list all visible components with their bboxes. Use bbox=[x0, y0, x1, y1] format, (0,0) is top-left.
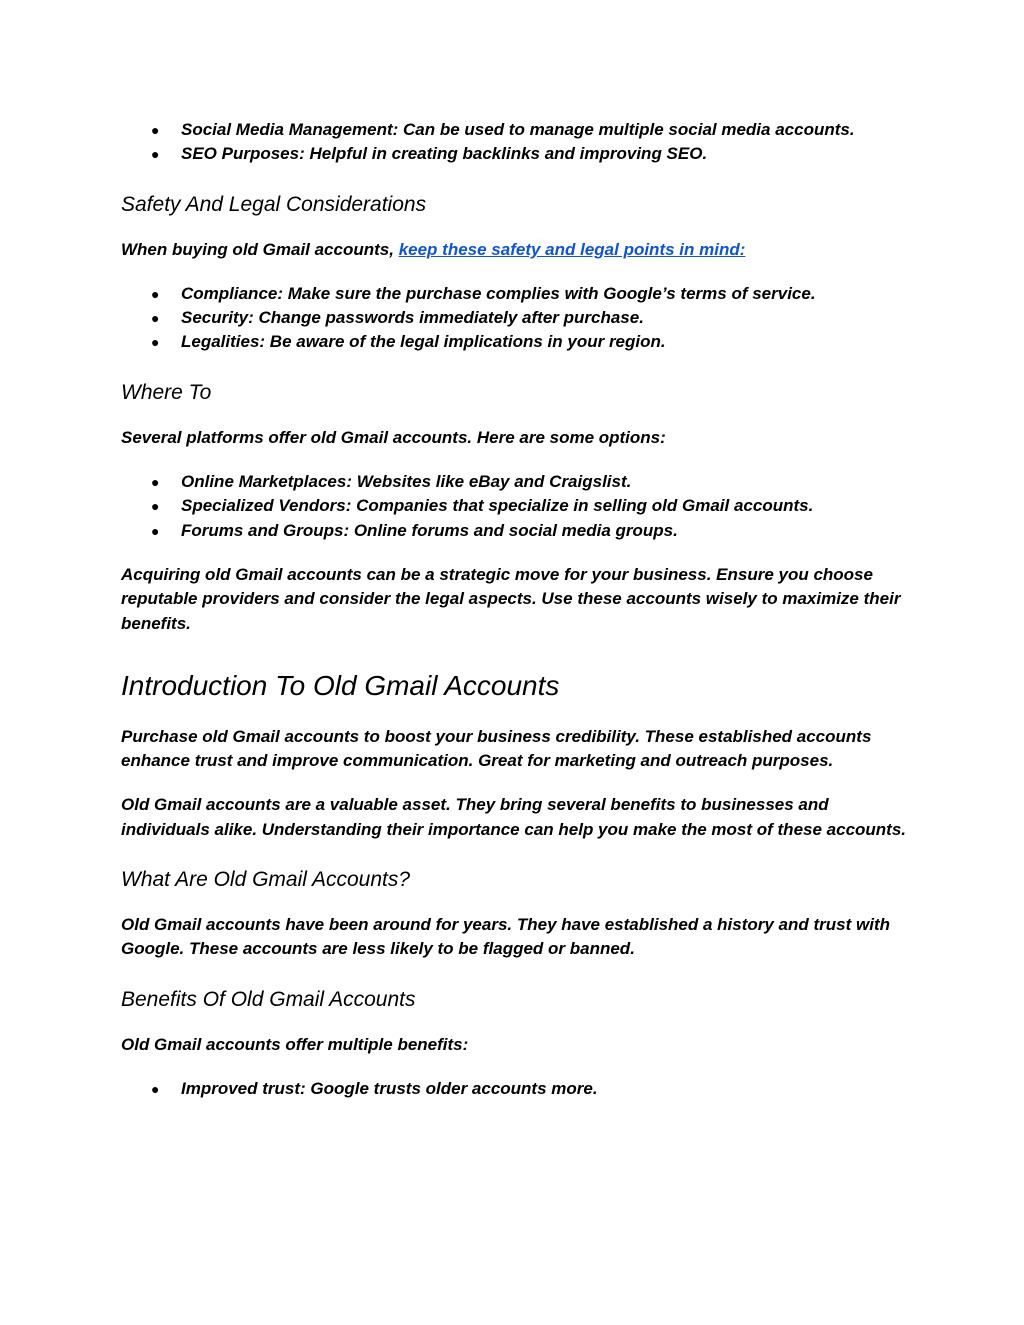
bullet-icon: ● bbox=[151, 310, 160, 327]
where-heading: Where To bbox=[121, 380, 212, 404]
list-item bbox=[121, 1077, 911, 1101]
list-item bbox=[121, 519, 911, 543]
intro-para-1: Purchase old Gmail accounts to boost your business credibility. These established accounts enhance trust and improve communication. Great for marketing and outreach purposes. bbox=[121, 726, 872, 771]
benefits-list bbox=[121, 1077, 911, 1101]
list-item-text: Social Media Management: Can be used to manage multiple social media accounts. bbox=[181, 120, 855, 139]
bullet-icon: ● bbox=[151, 474, 160, 491]
list-item bbox=[121, 282, 911, 306]
benefits-intro: Old Gmail accounts offer multiple benefits: bbox=[121, 1034, 469, 1054]
bullet-icon: ● bbox=[151, 122, 160, 138]
list-item-text: Online Marketplaces: Websites like eBay and Craigslist. bbox=[181, 472, 632, 492]
document-page bbox=[121, 118, 911, 1101]
list-item bbox=[121, 306, 911, 330]
bullet-icon: ● bbox=[151, 1080, 160, 1097]
safety-heading: Safety And Legal Considerations bbox=[121, 192, 427, 216]
list-item-text: Improved trust: Google trusts older accounts more. bbox=[181, 1078, 598, 1098]
list-item bbox=[121, 494, 911, 518]
what-para: Old Gmail accounts have been around for years. They have established a history and trust with Google. These accounts are less likely to be flagged or banned. bbox=[121, 915, 890, 959]
list-item-text: Compliance: Make sure the purchase complies with Google’s terms of service. bbox=[181, 283, 816, 303]
use-cases-list bbox=[121, 118, 911, 167]
list-item bbox=[121, 118, 911, 142]
intro-para-2: Old Gmail accounts are a valuable asset. They bring several benefits to businesses and individuals alike. Understanding their importance can help you make the most of these accounts. bbox=[121, 795, 907, 839]
list-item-text: SEO Purposes: Helpful in creating backlinks and improving SEO. bbox=[181, 144, 708, 164]
what-heading: What Are Old Gmail Accounts? bbox=[121, 868, 411, 892]
list-item-text: Security: Change passwords immediately after purchase. bbox=[181, 308, 644, 328]
safety-list bbox=[121, 282, 911, 355]
list-item-text: Forums and Groups: Online forums and social media groups. bbox=[181, 520, 678, 540]
where-conclusion: Acquiring old Gmail accounts can be a strategic move for your business. Ensure you choose reputable providers and consider the legal aspects. Use these accounts wisely to maximize their benefits. bbox=[121, 564, 901, 633]
list-item bbox=[121, 142, 911, 166]
safety-points-link[interactable]: keep these safety and legal points in mind: bbox=[398, 239, 746, 259]
list-item bbox=[121, 470, 911, 494]
where-intro: Several platforms offer old Gmail accounts. Here are some options: bbox=[121, 427, 666, 447]
bullet-icon: ● bbox=[151, 334, 160, 351]
safety-intro bbox=[121, 238, 911, 262]
bullet-icon: ● bbox=[151, 146, 160, 163]
bullet-icon: ● bbox=[151, 285, 160, 302]
intro-heading: Introduction To Old Gmail Accounts bbox=[121, 669, 560, 701]
where-list bbox=[121, 470, 911, 543]
list-item-text: Specialized Vendors: Companies that specialize in selling old Gmail accounts. bbox=[181, 496, 814, 516]
list-item bbox=[121, 330, 911, 354]
safety-intro-text: When buying old Gmail accounts, bbox=[121, 239, 399, 259]
bullet-icon: ● bbox=[151, 498, 160, 515]
list-item-text: Legalities: Be aware of the legal implications in your region. bbox=[181, 332, 666, 352]
benefits-heading: Benefits Of Old Gmail Accounts bbox=[121, 987, 416, 1011]
bullet-icon: ● bbox=[151, 522, 160, 539]
